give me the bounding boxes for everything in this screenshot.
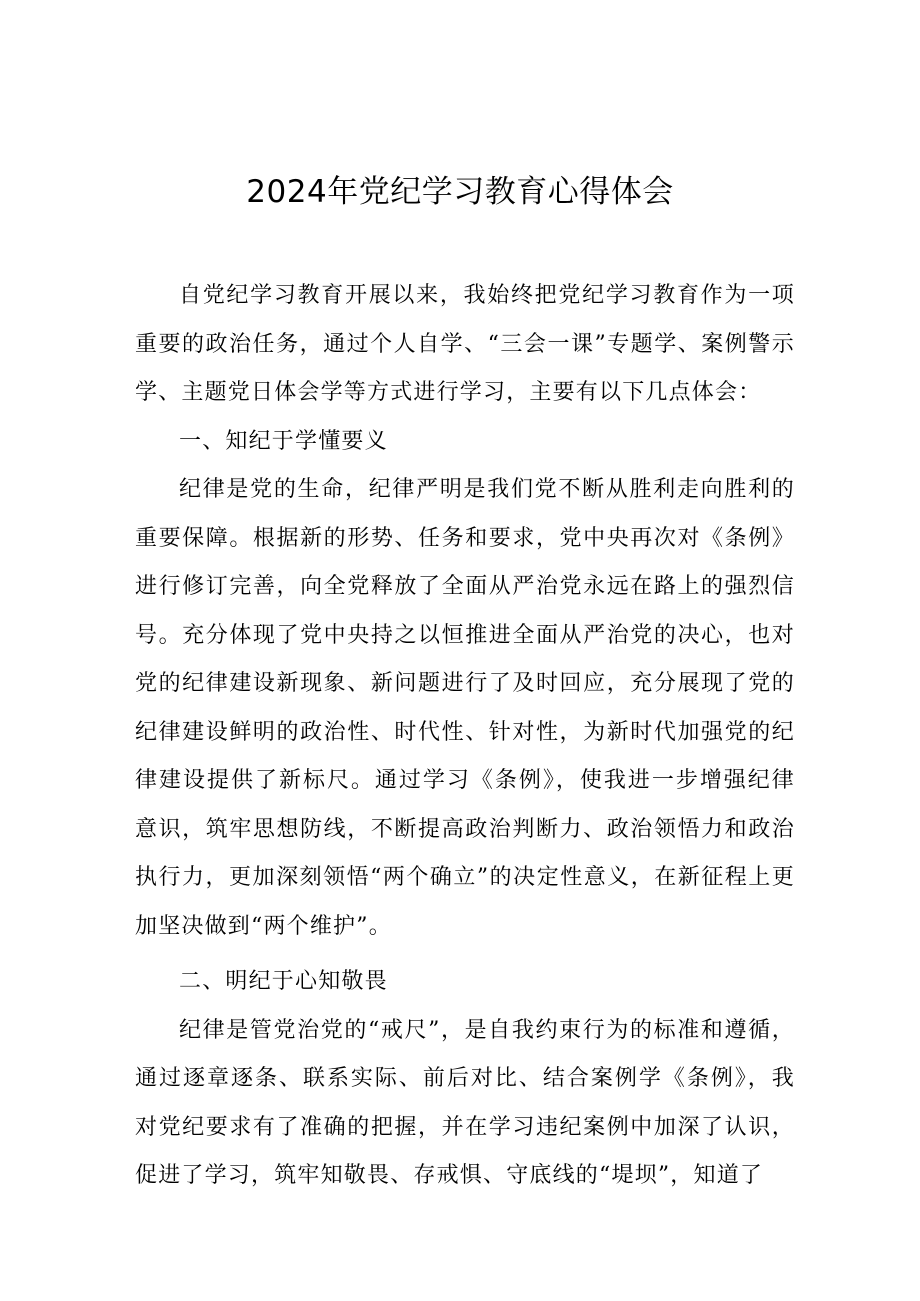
section-heading-1: 一、知纪于学懂要义 — [179, 428, 388, 454]
section-heading-2: 二、明纪于心知敬畏 — [179, 969, 388, 994]
intro-paragraph: 自党纪学习教育开展以来，我始终把党纪学习教育作为一项重要的政治任务，通过个人自学、“三会一课”专题学、案例警示学、主题党日体会学等方式进行学习，主要有以下几点体会： — [135, 283, 795, 405]
document-title: 2024年党纪学习教育心得体会 — [246, 174, 674, 210]
section-paragraph-1: 纪律是党的生命，纪律严明是我们党不断从胜利走向胜利的重要保障。根据新的形势、任务和要求，党中央再次对《条例》进行修订完善，向全党释放了全面从严治党永远在路上的强烈信号。充分体现了党中央持之以恒推进全面从严治党的决心，也对党的纪律建设新现象、新问题进行了及时回应，充分展现了党的纪律建设鲜明的政治性、时代性、针对性，为新时代加强党的纪律建设提供了新标尺。通过学习《条例》，使我进一步增强纪律意识，筑牢思想防线，不断提高政治判断力、政治领悟力和政治执行力，更加深刻领悟“两个确立”的决定性意义，在新征程上更加坚决做到“两个维护”。 — [135, 477, 795, 939]
document-body — [135, 272, 795, 1201]
section-paragraph-2: 纪律是管党治党的“戒尺”，是自我约束行为的标准和遵循，通过逐章逐条、联系实际、前后对比、结合案例学《条例》，我对党纪要求有了准确的把握，并在学习违纪案例中加深了认识，促进了学习，筑牢知敬畏、存戒惧、守底线的“堤坝”，知道了 — [135, 1017, 795, 1188]
